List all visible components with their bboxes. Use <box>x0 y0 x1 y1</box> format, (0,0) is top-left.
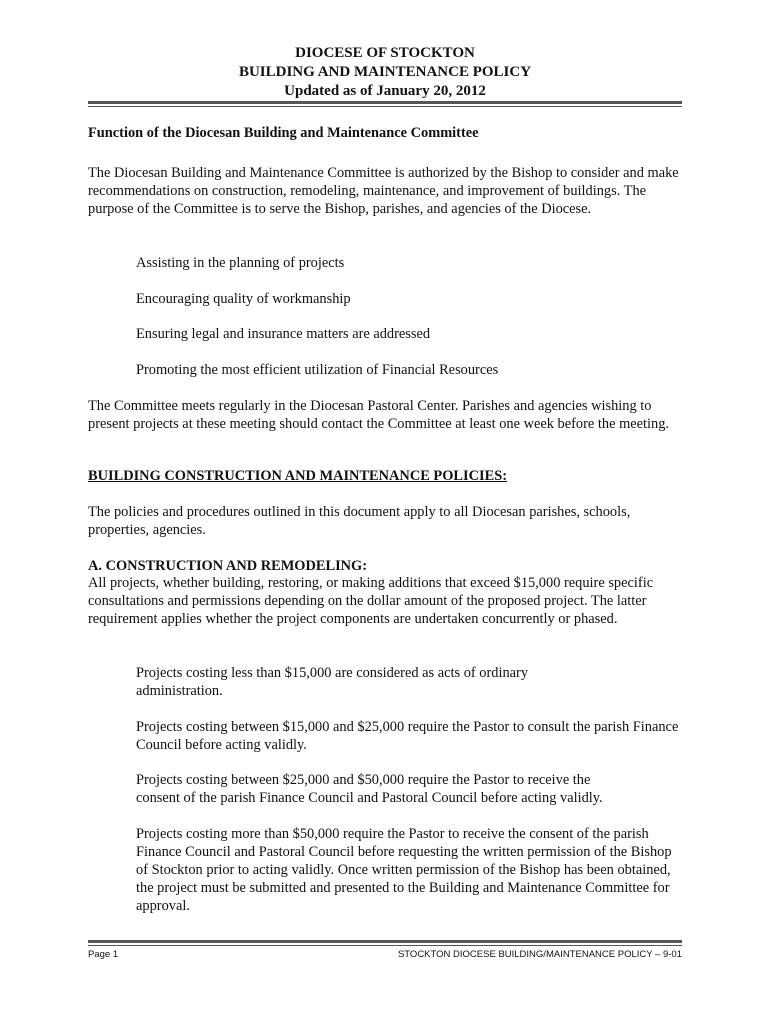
function-heading: Function of the Diocesan Building and Maintenance Committee <box>88 125 479 141</box>
policies-intro: The policies and procedures outlined in this document apply to all Diocesan parishes, schools, properties, agencies. <box>88 504 631 538</box>
header-divider <box>88 101 682 107</box>
function-item: Promoting the most efficient utilization of Financial Resources <box>136 362 499 378</box>
construction-intro: All projects, whether building, restoring, or making additions that exceed $15,000 require specific consultations and permissions depending on the dollar amount of the proposed project. The latter requirement applies whether the project components are undertaken concurrently or phased. <box>88 575 654 627</box>
cost-tier: Projects costing between $25,000 and $50,000 require the Pastor to receive the consent of the parish Finance Council and Pastoral Council before acting validly. <box>136 772 603 806</box>
document-header <box>88 44 682 101</box>
header-title: BUILDING AND MAINTENANCE POLICY <box>238 64 532 80</box>
cost-tier: Projects costing more than $50,000 require the Pastor to receive the consent of the parish Finance Council and Pastoral Council before requesting the written permission of the Bishop of Stockton prior to acting validly. Once written permission of the Bishop has been obtained, the project must be submitted and presented to the Building and Maintenance Committee for approval. <box>136 826 672 914</box>
footer-document-id: STOCKTON DIOCESE BUILDING/MAINTENANCE POLICY – 9-01 <box>397 949 682 960</box>
function-item: Assisting in the planning of projects <box>136 255 345 271</box>
construction-heading: A. CONSTRUCTION AND REMODELING: <box>88 558 368 574</box>
policies-heading: BUILDING CONSTRUCTION AND MAINTENANCE POLICIES: <box>88 468 507 484</box>
header-org: DIOCESE OF STOCKTON <box>295 45 475 61</box>
footer-divider <box>88 940 682 946</box>
header-date: Updated as of January 20, 2012 <box>284 83 486 99</box>
function-item: Encouraging quality of workmanship <box>136 291 351 307</box>
function-item: Ensuring legal and insurance matters are addressed <box>136 326 431 342</box>
function-intro: The Diocesan Building and Maintenance Committee is authorized by the Bishop to consider and make recommendations on construction, remodeling, maintenance, and improvement of buildings. The purpose of the Committee is to serve the Bishop, parishes, and agencies of the Diocese. <box>88 165 679 217</box>
cost-tier: Projects costing less than $15,000 are considered as acts of ordinary administration. <box>136 665 529 699</box>
page-number: Page 1 <box>88 949 119 960</box>
cost-tier: Projects costing between $15,000 and $25,000 require the Pastor to consult the parish Finance Council before acting validly. <box>136 719 679 753</box>
meeting-paragraph: The Committee meets regularly in the Diocesan Pastoral Center. Parishes and agencies wishing to present projects at these meeting should contact the Committee at least one week before the meeting. <box>88 398 670 432</box>
